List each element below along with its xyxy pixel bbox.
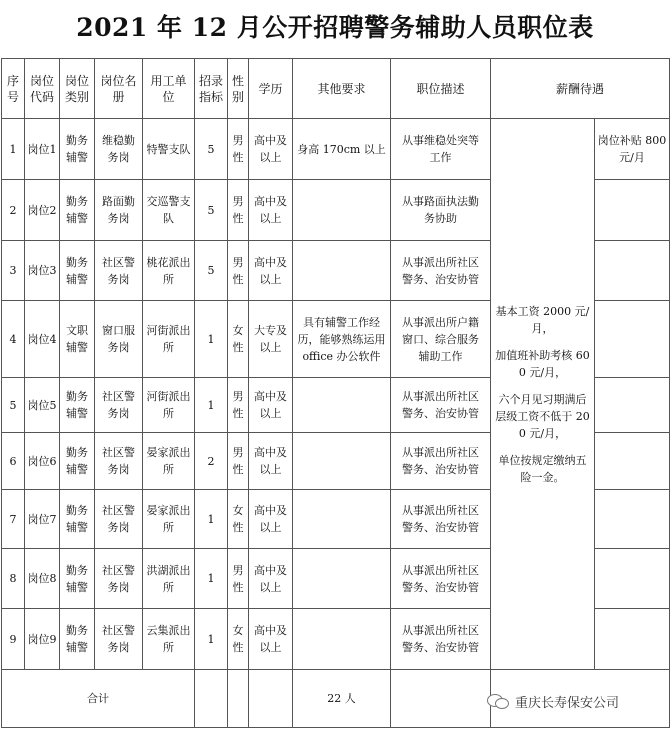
cell-other: 具有辅警工作经历，能够熟练运用 office 办公软件: [293, 301, 391, 378]
cell-salary-extra: [595, 180, 670, 241]
cell-desc: 从事派出所社区警务、治安协管: [391, 609, 491, 670]
cell-education: 大专及以上: [249, 301, 293, 378]
cell-category: 文职辅警: [60, 301, 95, 378]
cell-desc: 从事派出所社区警务、治安协管: [391, 490, 491, 549]
header-unit: 用工单位: [143, 59, 195, 119]
cell-no: 8: [2, 549, 25, 609]
cell-education: 高中及以上: [249, 490, 293, 549]
cell-gender: 女性: [228, 609, 249, 670]
cell-quota: 1: [195, 549, 228, 609]
cell-desc: 从事派出所社区警务、治安协管: [391, 241, 491, 301]
header-row: [2, 59, 670, 119]
header-name: 岗位名册: [95, 59, 143, 119]
cell-unit: 河街派出所: [143, 378, 195, 433]
cell-code: 岗位4: [25, 301, 60, 378]
cell-no: 4: [2, 301, 25, 378]
table-row: [2, 119, 670, 180]
cell-category: 勤务辅警: [60, 433, 95, 490]
cell-category: 勤务辅警: [60, 241, 95, 301]
cell-salary-extra: [595, 549, 670, 609]
total-blank: [228, 670, 249, 728]
cell-salary-extra: [595, 609, 670, 670]
cell-name: 社区警务岗: [95, 378, 143, 433]
cell-category: 勤务辅警: [60, 119, 95, 180]
cell-no: 6: [2, 433, 25, 490]
header-quota: 招录指标: [195, 59, 228, 119]
position-table: [1, 58, 670, 728]
cell-category: 勤务辅警: [60, 180, 95, 241]
total-value: 22 人: [293, 670, 391, 728]
cell-gender: 男性: [228, 180, 249, 241]
cell-quota: 2: [195, 433, 228, 490]
cell-salary-extra: 岗位补贴 800 元/月: [595, 119, 670, 180]
cell-desc: 从事派出所社区警务、治安协管: [391, 378, 491, 433]
cell-unit: 桃花派出所: [143, 241, 195, 301]
cell-no: 2: [2, 180, 25, 241]
header-gender: 性别: [228, 59, 249, 119]
cell-category: 勤务辅警: [60, 609, 95, 670]
cell-gender: 女性: [228, 301, 249, 378]
cell-category: 勤务辅警: [60, 549, 95, 609]
cell-code: 岗位6: [25, 433, 60, 490]
cell-desc: 从事派出所社区警务、治安协管: [391, 433, 491, 490]
cell-other: [293, 378, 391, 433]
salary-line-base: 基本工资 2000 元/月，: [495, 304, 590, 335]
cell-code: 岗位3: [25, 241, 60, 301]
cell-education: 高中及以上: [249, 180, 293, 241]
cell-salary-extra: [595, 490, 670, 549]
total-blank: [195, 670, 228, 728]
salary-line-insurance: 单位按规定缴纳五险一金。: [498, 453, 587, 484]
cell-category: 勤务辅警: [60, 378, 95, 433]
cell-other: [293, 241, 391, 301]
cell-other: 身高 170cm 以上: [293, 119, 391, 180]
header-education: 学历: [249, 59, 293, 119]
cell-no: 1: [2, 119, 25, 180]
cell-no: 7: [2, 490, 25, 549]
cell-gender: 男性: [228, 549, 249, 609]
header-code: 岗位代码: [25, 59, 60, 119]
cell-desc: 从事派出所社区警务、治安协管: [391, 549, 491, 609]
total-label: 合计: [2, 670, 195, 728]
header-no: 序号: [2, 59, 25, 119]
cell-code: 岗位2: [25, 180, 60, 241]
cell-quota: 5: [195, 119, 228, 180]
cell-no: 5: [2, 378, 25, 433]
cell-code: 岗位8: [25, 549, 60, 609]
cell-education: 高中及以上: [249, 378, 293, 433]
cell-education: 高中及以上: [249, 241, 293, 301]
page-title: 2021 年 12 月公开招聘警务辅助人员职位表: [76, 13, 594, 42]
cell-unit: 河街派出所: [143, 301, 195, 378]
cell-education: 高中及以上: [249, 119, 293, 180]
header-salary: 薪酬待遇: [491, 59, 670, 119]
header-other: 其他要求: [293, 59, 391, 119]
cell-unit: 晏家派出所: [143, 490, 195, 549]
cell-name: 社区警务岗: [95, 490, 143, 549]
cell-name: 社区警务岗: [95, 549, 143, 609]
cell-other: [293, 490, 391, 549]
watermark-text: 重庆长寿保安公司: [515, 695, 620, 711]
cell-education: 高中及以上: [249, 549, 293, 609]
cell-unit: 云集派出所: [143, 609, 195, 670]
cell-name: 社区警务岗: [95, 609, 143, 670]
cell-quota: 1: [195, 301, 228, 378]
cell-no: 9: [2, 609, 25, 670]
salary-line-probation: 六个月见习期满后层级工资不低于 200 元/月，: [495, 392, 590, 440]
cell-name: 社区警务岗: [95, 241, 143, 301]
cell-quota: 1: [195, 490, 228, 549]
cell-code: 岗位7: [25, 490, 60, 549]
cell-unit: 特警支队: [143, 119, 195, 180]
cell-other: [293, 609, 391, 670]
cell-education: 高中及以上: [249, 433, 293, 490]
cell-other: [293, 433, 391, 490]
cell-name: 维稳勤务岗: [95, 119, 143, 180]
cell-education: 高中及以上: [249, 609, 293, 670]
cell-desc: 从事维稳处突等工作: [391, 119, 491, 180]
cell-code: 岗位9: [25, 609, 60, 670]
cell-no: 3: [2, 241, 25, 301]
cell-other: [293, 549, 391, 609]
cell-salary-extra: [595, 378, 670, 433]
cell-name: 社区警务岗: [95, 433, 143, 490]
cell-desc: 从事路面执法勤务协助: [391, 180, 491, 241]
header-desc: 职位描述: [391, 59, 491, 119]
cell-code: 岗位5: [25, 378, 60, 433]
total-blank: [249, 670, 293, 728]
cell-salary-extra: [595, 301, 670, 378]
cell-salary-extra: [595, 241, 670, 301]
cell-gender: 男性: [228, 241, 249, 301]
cell-unit: 洪湖派出所: [143, 549, 195, 609]
cell-gender: 男性: [228, 433, 249, 490]
cell-gender: 男性: [228, 119, 249, 180]
salary-main-cell: [491, 119, 595, 670]
wechat-icon: [487, 692, 509, 710]
cell-unit: 晏家派出所: [143, 433, 195, 490]
watermark: [487, 690, 619, 712]
cell-quota: 1: [195, 378, 228, 433]
cell-code: 岗位1: [25, 119, 60, 180]
cell-other: [293, 180, 391, 241]
cell-gender: 男性: [228, 378, 249, 433]
cell-category: 勤务辅警: [60, 490, 95, 549]
cell-unit: 交巡警支队: [143, 180, 195, 241]
cell-salary-extra: [595, 433, 670, 490]
cell-gender: 女性: [228, 490, 249, 549]
cell-quota: 1: [195, 609, 228, 670]
header-category: 岗位类别: [60, 59, 95, 119]
cell-name: 窗口服务岗: [95, 301, 143, 378]
cell-name: 路面勤务岗: [95, 180, 143, 241]
cell-quota: 5: [195, 180, 228, 241]
total-blank: [391, 670, 491, 728]
cell-desc: 从事派出所户籍窗口、综合服务辅助工作: [391, 301, 491, 378]
salary-line-duty: 加值班补助考核 600 元/月，: [495, 348, 590, 379]
cell-quota: 5: [195, 241, 228, 301]
